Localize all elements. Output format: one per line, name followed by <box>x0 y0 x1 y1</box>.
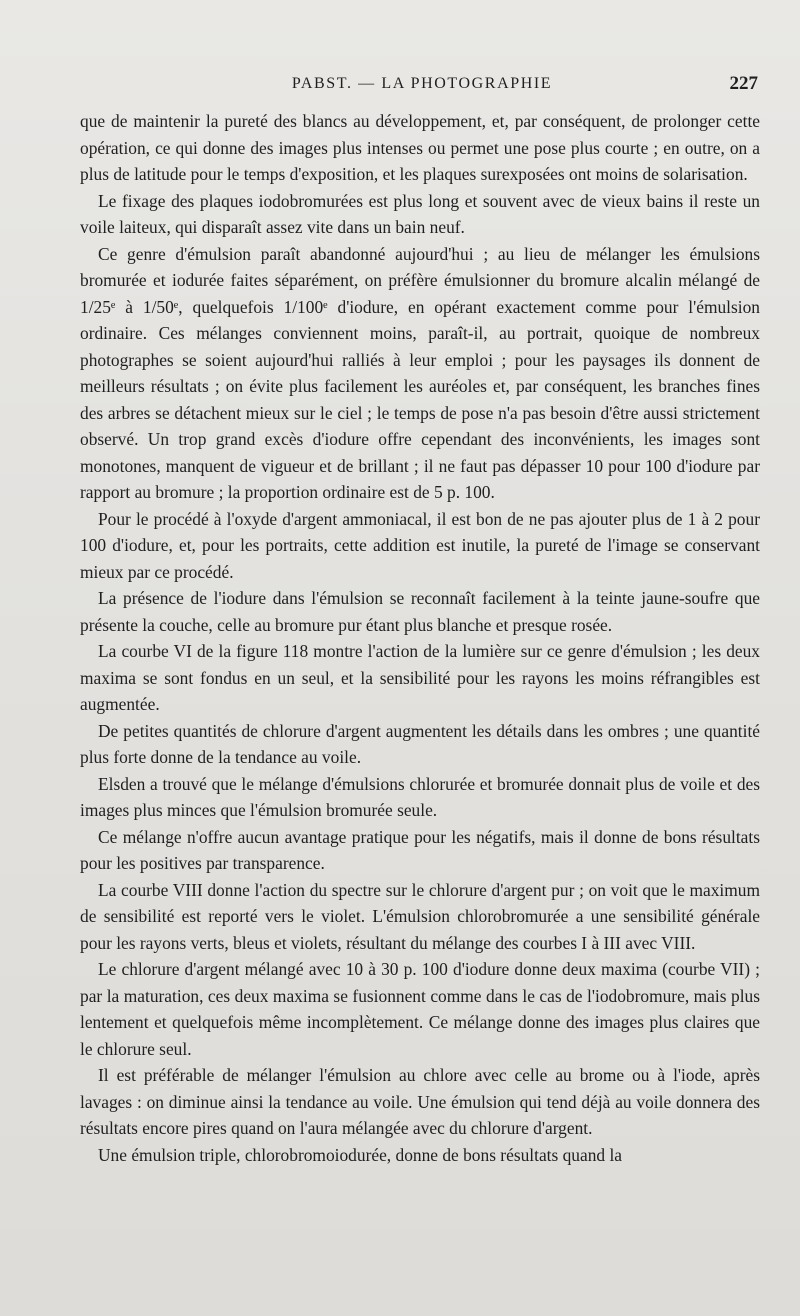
paragraph: La courbe VIII donne l'action du spectre sur le chlorure d'argent pur ; on voit que le maximum de sensibilité est reporté vers le violet. L'émulsion chlorobromurée a une sensibilité générale pour les rayons verts, bleus et violets, résultant du mélange des courbes I à III avec VIII. <box>80 879 760 953</box>
paragraph: Il est préférable de mélanger l'émulsion au chlore avec celle au brome ou à l'iode, après lavages : on diminue ainsi la tendance au voile. Une émulsion qui tend déjà au voile donnera des résultats encore pires quand on l'aura mélangée avec du chlorure d'argent. <box>80 1065 760 1138</box>
paragraph: De petites quantités de chlorure d'argent augmentent les détails dans les ombres ; une quantité plus forte donne de la tendance au voile. <box>80 720 760 767</box>
paragraph: Ce mélange n'offre aucun avantage pratique pour les négatifs, mais il donne de bons résultats pour les positives par transparence. <box>80 826 760 873</box>
paragraph: Ce genre d'émulsion paraît abandonné aujourd'hui ; au lieu de mélanger les émulsions bromurée et iodurée faites séparément, on préfère émulsionner du bromure alcalin mélangé de 1/25ᵉ à 1/50ᵉ, quelquefois 1/100ᵉ d'iodure, en opérant exactement comme pour l'émulsion ordinaire. Ces mélanges conviennent moins, paraît-il, au portrait, quoique de nombreux photographes se soient aujourd'hui ralliés à leur emploi ; pour les paysages ils donnent de meilleurs résultats ; on évite plus facilement les auréoles et, par conséquent, les branches fines des arbres se détachent mieux sur le ciel ; le temps de pose n'a pas besoin d'être aussi strictement observé. Un trop grand excès d'iodure offre cependant des inconvénients, les images sont monotones, manquent de vigueur et de brillant ; il ne faut pas dépasser 10 pour 100 d'iodure par rapport au bromure ; la proportion ordinaire est de 5 p. 100. <box>80 243 760 502</box>
paragraph: Pour le procédé à l'oxyde d'argent ammoniacal, il est bon de ne pas ajouter plus de 1 à 2 pour 100 d'iodure, et, pour les portraits, cette addition est inutile, la pureté de l'image se conservant mieux par ce procédé. <box>80 508 760 582</box>
page-number: 227 <box>729 73 758 94</box>
paragraph: Le chlorure d'argent mélangé avec 10 à 30 p. 100 d'iodure donne deux maxima (courbe VII) ; par la maturation, ces deux maxima se fusionnent comme dans le cas de l'iodobromure, mais plus lentement et quelquefois même incomplètement. Ce mélange donne des images plus claires que le chlorure seul. <box>80 959 760 1059</box>
body-text <box>80 108 760 1168</box>
paragraph: La présence de l'iodure dans l'émulsion se reconnaît facilement à la teinte jaune-soufre que présente la couche, celle au bromure pur étant plus blanche et presque rosée. <box>80 588 760 635</box>
running-title: PABST. — LA PHOTOGRAPHIE <box>291 75 553 92</box>
paragraph: Le fixage des plaques iodobromurées est plus long et souvent avec de vieux bains il reste un voile laiteux, qui disparaît assez vite dans un bain neuf. <box>80 190 760 237</box>
running-head <box>80 71 764 101</box>
paragraph: Elsden a trouvé que le mélange d'émulsions chlorurée et bromurée donnait plus de voile et des images plus minces que l'émulsion bromurée seule. <box>80 773 760 820</box>
paragraph: Une émulsion triple, chlorobromoiodurée, donne de bons résultats quand la <box>98 1144 623 1165</box>
paragraph: La courbe VI de la figure 118 montre l'action de la lumière sur ce genre d'émulsion ; les deux maxima se sont fondus en un seul, et la sensibilité pour les rayons les moins réfrangibles est augmentée. <box>80 641 760 714</box>
paragraph: que de maintenir la pureté des blancs au développement, et, par conséquent, de prolonger cette opération, ce qui donne des images plus intenses ou permet une pose plus courte ; en outre, on a plus de latitude pour le temps d'exposition, et les plaques surexposées ont moins de solarisation. <box>80 111 760 184</box>
